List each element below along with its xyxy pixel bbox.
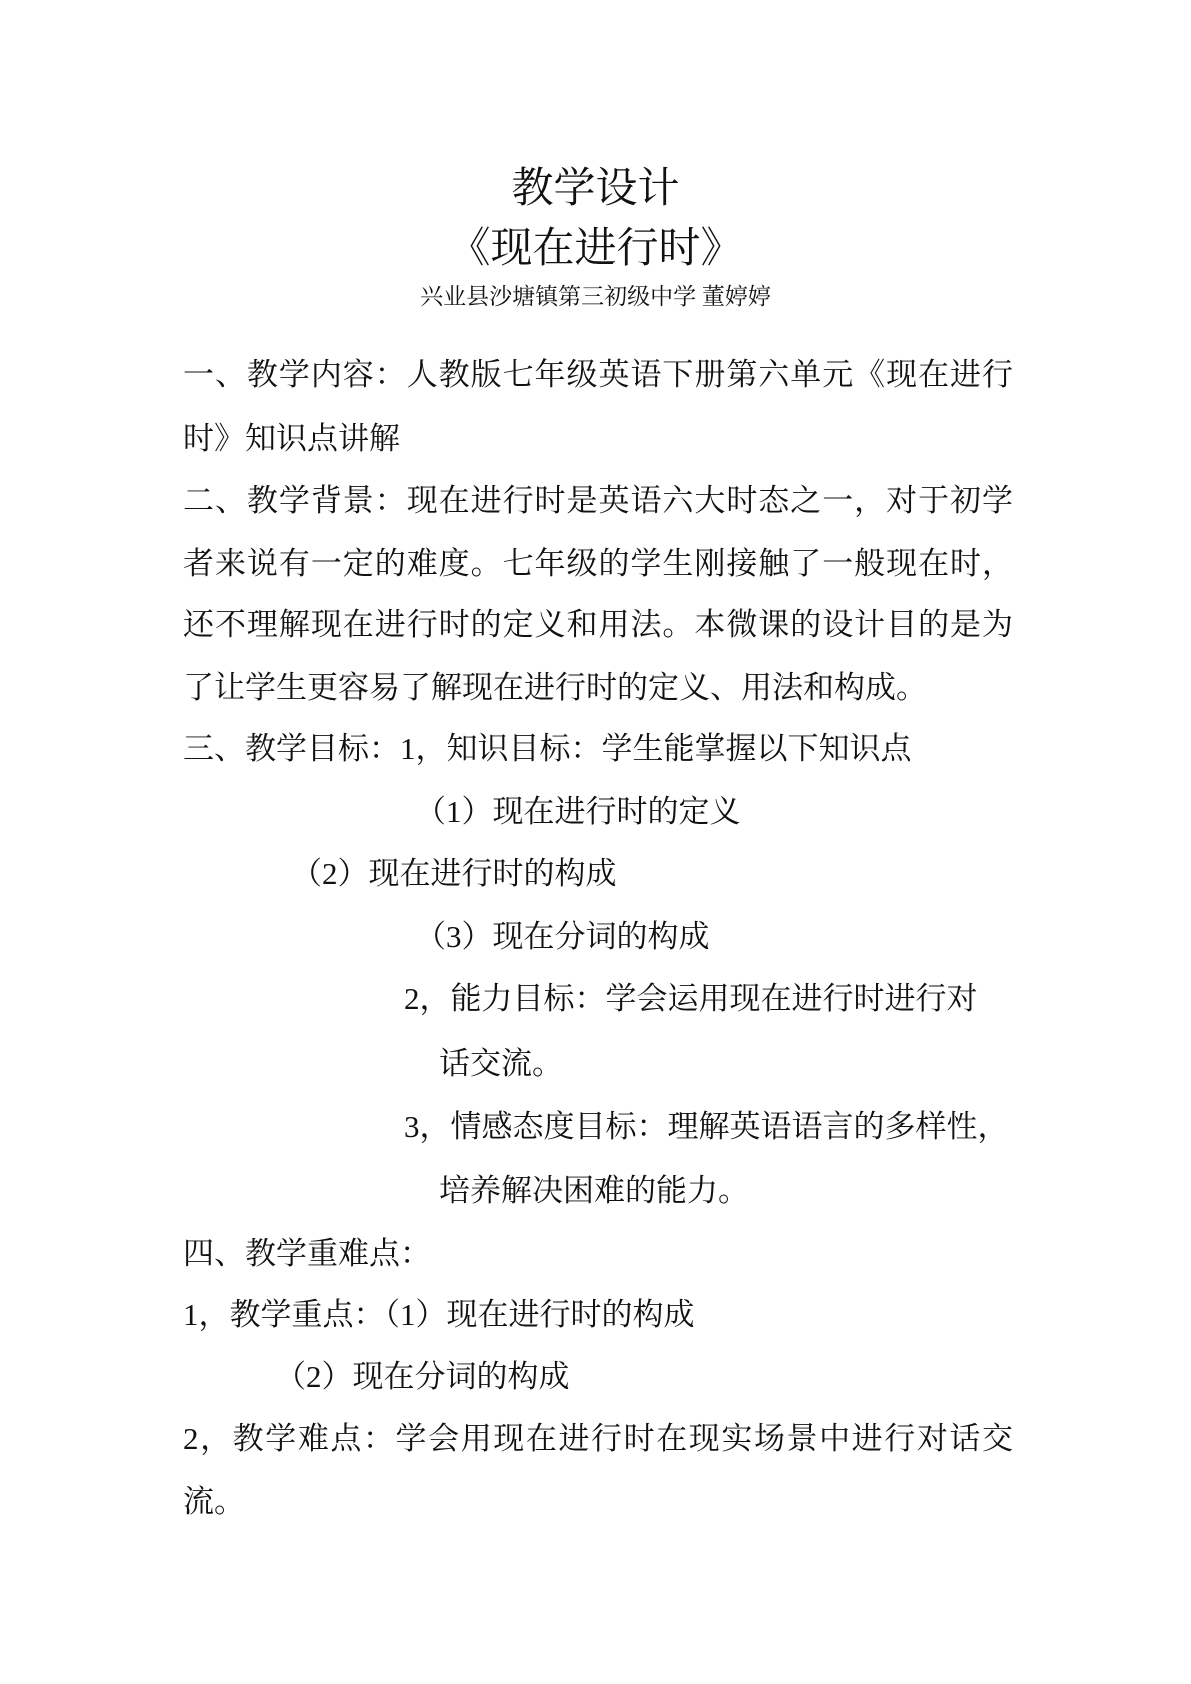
key-point-item: （2）现在分词的构成: [275, 1359, 570, 1394]
ability-goal-continued: 话交流。: [439, 1046, 563, 1081]
knowledge-goal-item: （2）现在进行时的构成: [291, 856, 617, 891]
section-1-content-line: 时》知识点讲解: [183, 421, 400, 456]
section-2-background-line: 还不理解现在进行时的定义和用法。本微课的设计目的是为: [183, 607, 1013, 642]
document-title: 教学设计: [511, 166, 680, 212]
knowledge-goal-item: （1）现在进行时的定义: [415, 794, 741, 829]
difficult-point: 2，教学难点：学会用现在进行时在现实场景中进行对话交: [183, 1421, 1013, 1456]
author-line: 兴业县沙塘镇第三初级中学 董婷婷: [420, 284, 771, 309]
document-subtitle: 《现在进行时》: [448, 226, 743, 272]
section-2-background-line: 了让学生更容易了解现在进行时的定义、用法和构成。: [183, 670, 927, 705]
knowledge-goal-item: （3）现在分词的构成: [415, 919, 710, 954]
section-1-content-line: 一、教学内容：人教版七年级英语下册第六单元《现在进行: [183, 357, 1013, 392]
section-2-background-line: 者来说有一定的难度。七年级的学生刚接触了一般现在时，: [183, 546, 1013, 581]
ability-goal: 2，能力目标：学会运用现在进行时进行对: [404, 981, 978, 1016]
difficult-point-continued: 流。: [183, 1484, 245, 1519]
section-2-background-line: 二、教学背景：现在进行时是英语六大时态之一，对于初学: [183, 483, 1013, 518]
emotion-goal-continued: 培养解决困难的能力。: [439, 1173, 749, 1208]
key-point: 1，教学重点：（1）现在进行时的构成: [183, 1297, 695, 1332]
emotion-goal: 3，情感态度目标：理解英语语言的多样性，: [404, 1109, 1009, 1144]
section-3-goals-heading: 三、教学目标：1，知识目标：学生能掌握以下知识点: [183, 731, 912, 766]
section-4-heading: 四、教学重难点：: [183, 1236, 431, 1271]
